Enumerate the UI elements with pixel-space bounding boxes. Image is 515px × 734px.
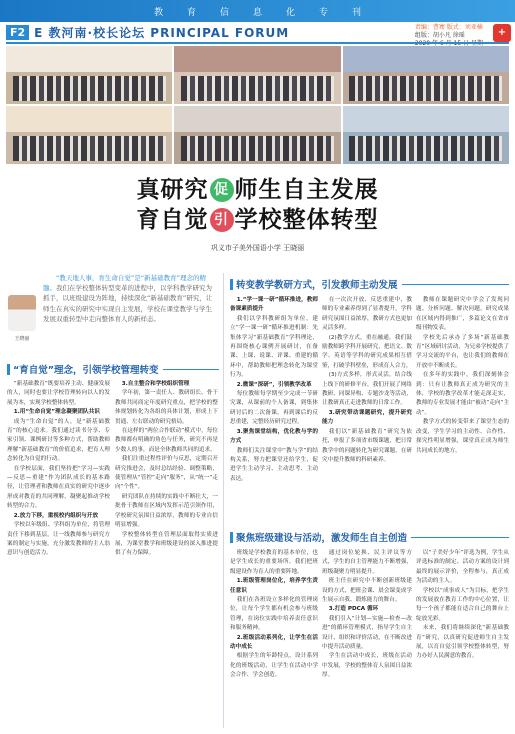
article-column: 以“子美好少年”评选为例，学生从评选标准的制定、活动方案的设计到最终的展示评价，全程参与，真正成为活动的主人。 学校以“成事成人”为目标，把学生的发展放在教育工作的中心位置，让每一个孩子都能在适合自己的舞台上绽放光彩。 未来，我们将继续深化“新基础教育”研究，以真研究促进师生自主发展，以育自觉引领学校整体转型，努力办好人民满意的教育。 (416, 550, 509, 660)
section-heading: “育自觉”理念，引领学校管理转变 (7, 362, 219, 376)
article-column: 通过岗位轮换、民主评议等方式，学生的自主管理能力不断增强，班级凝聚力明显提升。 班主任在研究中不断创新班级建设的方式，把班会课、晨会课变成学生展示自我、锻炼能力的舞台。 3.打造 PDCA 循环 我们引入“计划—实施—检查—改进”的循环管理模式，指导学生自主设计、组织和评价活动，在不断改进中提升活动质量。 学生在活动中成长，班级在活动中发展，学校的整体育人氛围日益浓厚。 (322, 550, 412, 679)
column-title: E 教河南·校长论坛 PRINCIPAL FORUM (34, 25, 290, 40)
headline-line-2: 育自觉 引 学校整体转型 (136, 206, 379, 233)
group-photo (6, 46, 172, 104)
group-photo (174, 46, 340, 104)
layout-line: 组版：胡小凡 徐瑶 (414, 32, 465, 39)
section-heading: 转变教学教研方式，引发教师主动发展 (230, 277, 509, 291)
article-column: 班级是学校教育的基本单位，也是学生成长的重要场所。我们把班级建设作为育人的重要阵地。 1.班级管理岗位化，培养学生责任意识 我们在各班设立多样化的管理岗位，让每个学生都有机会参与班级管理，在岗位实践中培养责任意识和服务精神。 2.班级活动系列化，让学生在活动中成长 根据学生的年龄特点，设计系列化的班级活动，让学生在活动中学会合作、学会创造。 (230, 550, 318, 679)
author-photo (8, 295, 36, 331)
newspaper-logo-icon: + (493, 24, 511, 42)
top-banner: 教育信息化专刊 (0, 0, 515, 22)
byline: 巩义市子美外国语小学 王晓丽 (210, 244, 305, 252)
article-headline (0, 175, 515, 235)
column-divider (223, 273, 224, 728)
article-column: 在一次次开放、反思重建中，教师的专业素养得到了显著提升，学科研究氛围日益浓厚，教研方式也更加灵活多样。 (2)教学方式，重在融通。我们鼓励教师跨学科开展研究，把语文、数学、英语等学科的研究成果相互借鉴，打破学科壁垒，形成育人合力。 (3)方式多样，形式灵活。结合线上线下的研修平台，我们开展了网络教研、同课异构、专题沙龙等活动，让教研真正走进教师的日常工作。 3.研究带动课题研究，提升研究能力 我们以“新基础教育”研究为依托，申报了多项省市级课题，把日常教学中的问题转化为研究课题，在研究中提升教师的科研素养。 (322, 297, 412, 463)
group-photo (343, 106, 509, 164)
editor-line: 责编：曹骞 版式：刘亚楠 (414, 24, 483, 31)
page-badge: F2 (6, 25, 29, 40)
group-photo (174, 106, 340, 164)
article-column: 教师在课题研究中学会了发现问题、分析问题、解决问题，研究成果在区域内得到推广，多篇论文在省市级刊物发表。 学校先后承办了多场“新基础教育”区域研讨活动，为兄弟学校提供了学习交流的平台，也让我们的教师在开放中不断成长。 在多年的实践中，我们深刻体会到：只有让教师真正成为研究的主体，学校的教学改革才能走深走实，教师的专业发展才能由“被动”走向“主动”。 教学方式的转变带来了课堂生态的改变，学生学习的主动性、合作性、探究性明显增强，课堂真正成为师生共同成长的地方。 (416, 297, 509, 454)
headline-line-1: 真研究 促 师生自主发展 (136, 176, 379, 203)
masthead-rule (6, 42, 509, 44)
group-photo (343, 46, 509, 104)
lead-quote: “教天地人事，育生命自觉”是“新基础教育”理念的精髓。我们在学校整体转型变革的进程中，以学科教学研究为抓手，以班级建设为阵地，持续深化“新基础教育”研究，让师生在真实的研究中实现自主发展，学校在课堂教学与学生发展双重转型中走向整体育人的新样态。 (43, 274, 213, 323)
edition-meta (415, 24, 489, 48)
group-photo (6, 106, 172, 164)
article-column: 3.自主整合和学校组织管理 学年初，第一责任人、教研组长、骨干教师共同商定年度研究重点，把学校的整体规划转化为各组的具体计划，形成上下贯通、左右联动的研究格局。 在这样的“两位合作联动”模式中，每位教师都有明确的角色与任务，研究不再是少数人的事，而是全体教师共同的追求。 我们注重过程性评价与反思，定期召开研究推进会，及时总结经验、调整策略，使管理从“管控”走向“服务”，从“统一”走向“个性”。 研究团队在持续的实践中不断壮大，一批骨干教师在区域内发挥示范引领作用，学校研究氛围日益浓厚，教师的专业自信明显增强。 学校整体转型在管理层面取得实质进展，为课堂教学和班级建设的深入推进提供了有力保障。 (115, 381, 218, 557)
photo-collage (6, 46, 509, 164)
headline-mark-circle: 引 (210, 208, 234, 232)
section-heading: 聚焦班级建设与活动，激发师生自主创造 (230, 530, 509, 544)
author-caption: 王晓丽 (14, 336, 30, 342)
headline-mark-circle: 促 (210, 178, 234, 202)
article-column: 1.“学一课一研”循环推进，教师备课素质提升 我们以学科教研组为单位，建立“学一课一研”循环推进机制：先集体学习“新基础教育”学科理论，再围绕核心课例开展研讨，在备课、上课、说课、评课、重建的循环中，帮助教师把理念转化为课堂行为。 2.微课“深研”，引领教学改革 每位教师每学期至少完成一节研究课，从课前的个人备课，到集体研讨后的二次备课，再到课后的反思重建，完整经历研究过程。 3.聚焦课堂结构，优化教与学的方式 教师们关注课堂中“教与学”的结构关系，努力把课堂还给学生，促进学生主动学习、主动思考、主动表达。 (230, 297, 318, 482)
article-column: “新基础教育”既要培养主动、健康发展的人，同时也要让学校管理转向以人的发展为本，实现学校整体转型。 1.用“生命自觉”理念凝聚团队共识 成为“生命自觉”的人，是“新基础教育”的核心追求。我们通过读书分享、专家引领、课例研讨等多种方式，帮助教师理解“新基础教育”的价值追求，把育人理念转化为自觉的行动。 在学校层面，我们坚持把“学习—实践—反思—重建”作为团队成长的基本路径，让管理者和教师在真实的研究中逐步形成对教育的共同理解，凝聚起推动学校转型的合力。 2.放力下移，重视校内组织与开放 学校以年级组、学科组为单位，将管理责任下移到基层，让一线教师参与研究方案的制定与实施，充分激发教师的主人翁意识与创造活力。 (7, 381, 110, 557)
